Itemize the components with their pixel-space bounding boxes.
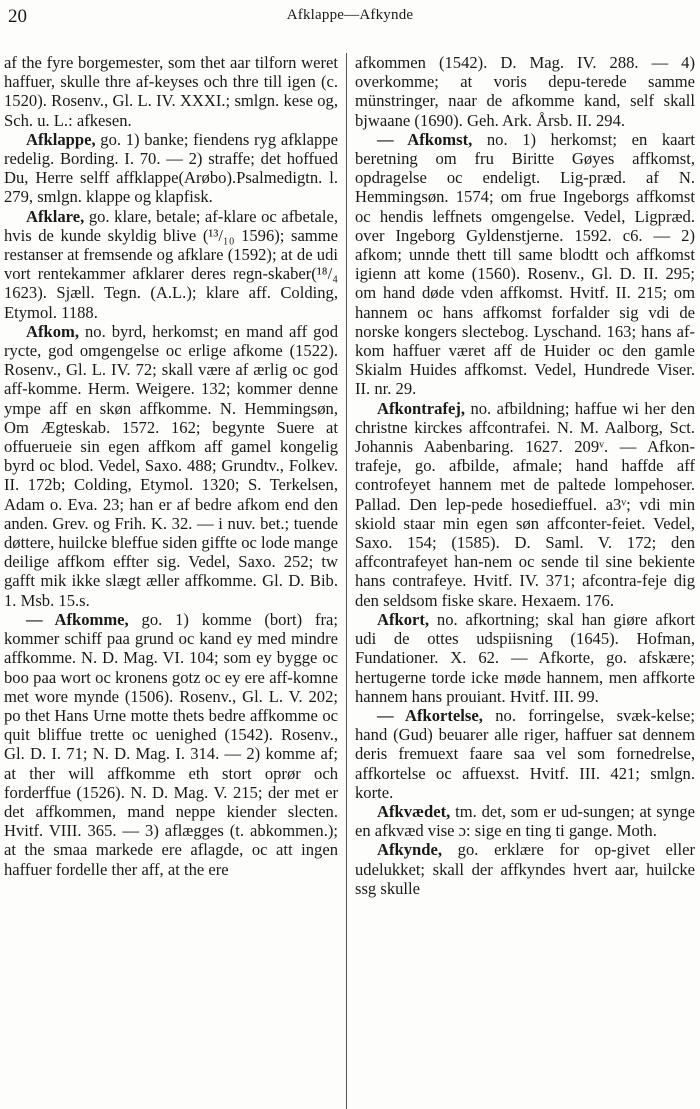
entry-body: go. 1) komme (bort) fra; kommer schiff paa grund oc kand ey med mindre affkomme. N. D. Mag. VI. 104; som ey bygge oc boo paa wort oc kronens gotz oc ey ere aff-komne met wore mynde (1506). Rosenv., Gl. L. V. 202; po thet Hans Urne motte thets bedre affkomme oc quit bliffue trette oc uenighed (1542). Rosenv., Gl. D. I. 71; N. D. Mag. I. 314. — 2) komme af; at ther will affkomme eth stort oprør och forderffue (1526). N. D. Mag. V. 215; der met er det affkommen, mand neppe kiender slecten. Hvitf. VIII. 365. — 3) aflægges (t. abkommen.); at the smaa markede ere aflagde, oc att ingen haffuer fordelle ther aff, at the ere (4, 609, 338, 879)
entry-body: no. afkortning; skal han giøre afkort udi de ottes udspiisning (1645). Hofman, Fundationer. X. 62. — Afkorte, go. afskære; hertugerne torde icke møde hannem, men affkorte hannem hans prouiant. Hvitf. III. 99. (355, 609, 695, 706)
dictionary-entry (4, 322, 338, 610)
headword: Afklare, (26, 206, 85, 226)
entry-body: no. byrd, herkomst; en mand aff god rycte, god omgengelse oc erlige afkome (1522). Rosenv., Gl. L. IV. 72; skall være af ærlig oc god aff-komme. Herm. Weigere. 132; kommer denne ympe aff en skøn affkomme. N. Hemmingsøn, Om Ægteskab. 1572. 162; begynte Suere at offuerueie sin egen affkom aff gamel kongelig byrd oc blod. Vedel, Saxo. 488; Grundtv., Folkev. II. 172b; Colding, Etymol. 1320; S. Terkelsen, Adam o. Eva. 23; han er af bedre afkom end den anden. Grev. og Frih. K. 32. — i nuv. bet.; tuende døttere, huilcke bleffue siden giffte oc lode mange deilige affkom effter sig. Vedel, Saxo. 252; tw gafft mik ikke slægt æller affkomme. Gl. D. Bib. 1. Msb. 15.s. (4, 321, 338, 610)
entry-body: no. forringelse, svæk-kelse; hand (Gud) beuarer alle riger, haffuer sat dennem deris fremuext faare saa vel som fornedrelse, affkortelse oc affuexst. Hvitf. III. 421; smlgn. korte. (355, 705, 695, 802)
headword: — Afkomme, (26, 609, 129, 629)
dictionary-entry (355, 399, 695, 610)
entry-body: no. 1) herkomst; en kaart beretning om fru Biritte Gøyes affkomst, opdragelse oc endeligt. Lig-præd. af N. Hemmingsøn. 1574; om frue Ingeborgs affkomst oc hendis leffnets omgengelse. Vedel, Ligpræd. over Ingeborg Gyldenstjerne. 1592. c6. — 2) afkom; unnde thett till same blodtt och affkomst igienn att kome (1560). Rosenv., Gl. D. II. 295; om hand døde vden affkomst. Hvitf. II. 215; om hannem oc hans affkomst forfalder sig vdi de norske kongers slectebog. Lyschand. 163; hans af-kom haffuer været aff de Huider oc den gamle Skialm Huides affkomst. Vedel, Hundrede Viser. II. nr. 29. (355, 129, 695, 399)
entry-body: tm. det, som er ud-sungen; at synge en afkvæd vise ɔ: sige en ting ti gange. Moth. (355, 801, 695, 841)
dictionary-entry (4, 207, 338, 322)
headword: Afklappe, (26, 129, 96, 149)
dictionary-entry (355, 130, 695, 399)
entry-body: afkommen (1542). D. Mag. IV. 288. — 4) overkomme; at voris depu-terede samme münstringer, naar de afkomme kand, self skall bjwaane (1690). Geh. Ark. Årsb. II. 294. (355, 53, 695, 130)
entry-body: go. erklære for op-givet eller udelukket; skall der affkyndes hvert aar, huilcke ssg skulle (355, 840, 695, 898)
headword: Afkom, (26, 321, 80, 341)
running-head: Afklappe—Afkynde (286, 7, 414, 23)
headword: Afkort, (377, 609, 430, 629)
dictionary-entry (355, 610, 695, 706)
dictionary-entry (355, 840, 695, 898)
dictionary-entry (4, 610, 338, 879)
headword: — Afkomst, (377, 129, 473, 149)
headword: — Afkortelse, (377, 705, 483, 725)
continued-entry (355, 53, 695, 130)
entry-body: no. afbildning; haffue wi her den christne kirckes affcontrafei. N. M. Aalborg, Sct. Johannis Aabenbaring. 1627. 209ᵛ. — Afkon-trafeje, go. afbilde, afmale; hand haffde aff controfeyet hannem met de paltede lompehoser. Pallad. Den lep-pede hosedieffuel. a3ᵛ; vdi min skiold staar min egen søn affconter-feiet. Vedel, Saxo. 154; (1585). D. Saml. V. 172; den affcontrafeyet han-nem oc sende til sine bekiente hans contrafeye. Hvitf. IV. 371; afcontra-feje dig den seldsom fiske skare. Hexaem. 176. (355, 398, 695, 610)
dictionary-entry (4, 130, 338, 207)
entry-body: af the fyre borgemester, som thet aar tilforn weret haffuer, skulle thre af-keyses och thre till igen (c. 1520). Rosenv., Gl. L. IV. XXXI.; smlgn. kese og, Sch. u. L.: afkesen. (4, 53, 338, 130)
headword: Afkontrafej, (377, 398, 466, 418)
entry-body: go. klare, betale; af-klare oc afbetale, hvis de kunde skyldig blive (¹³/₁₀ 1596); samme restanser at fremsende og afklare (1592); at de udi vort rentekammer afklarer deres regn-skaber(¹⁸/₄ 1623). Sjæll. Tegn. (A.L.); klare aff. Colding, Etymol. 1188. (4, 206, 338, 322)
right-column (355, 53, 695, 1109)
headword: Afkvædet, (377, 801, 451, 821)
headword: Afkynde, (377, 840, 443, 860)
dictionary-entry (355, 706, 695, 802)
left-column (4, 53, 338, 1109)
page-number: 20 (8, 6, 27, 27)
dictionary-entry (355, 802, 695, 840)
column-divider (346, 53, 347, 1109)
continued-entry (4, 53, 338, 130)
entry-body: go. 1) banke; fiendens ryg afklappe redelig. Bording. I. 70. — 2) straffe; det hoffued Du, Herre selff affklappe(Arøbo).Psalmedigtn. l. 279, smlgn. klappe og klapfisk. (4, 129, 338, 207)
